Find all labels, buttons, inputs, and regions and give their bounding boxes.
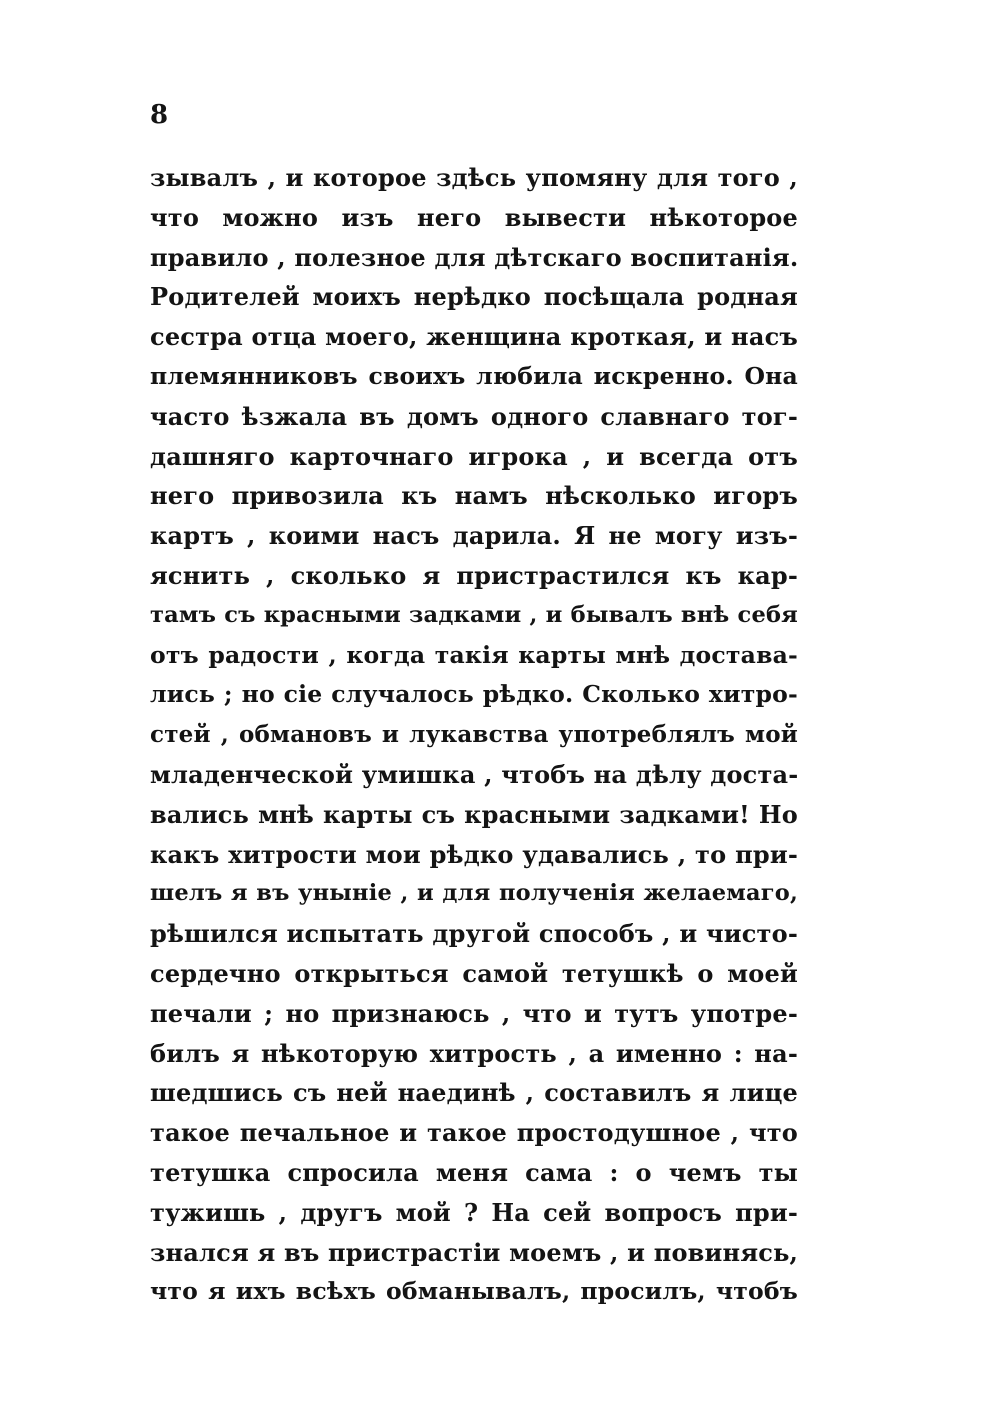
text-line: стей , обмановъ и лукавства употреблялъ мой (150, 721, 798, 749)
text-line: лись ; но сіе случалось рѣдко. Сколько хитро- (150, 680, 798, 709)
text-line: Родителей моихъ нерѣдко посѣщала родная (150, 282, 798, 312)
text-line: младенческой умишка , чтобъ на дѣлу доста- (150, 759, 798, 789)
text-line: знался я въ пристрастіи моемъ , и повинясь, (150, 1237, 798, 1267)
text-line: рѣшился испытать другой способъ , и чисто- (150, 919, 798, 949)
text-line: шелъ я въ уныніе , и для полученія желаемаго, (150, 880, 798, 907)
text-line: сердечно открыться самой тетушкѣ о моей (150, 958, 798, 988)
body-text (150, 158, 798, 1312)
text-line: отъ радости , когда такія карты мнѣ достава- (150, 640, 798, 669)
text-line: какъ хитрости мои рѣдко удавались , то при- (150, 839, 798, 869)
text-line: шедшись съ ней наединѣ , составилъ я лице (150, 1078, 798, 1108)
text-line: племянниковъ своихъ любила искренно. Она (150, 361, 798, 390)
text-line: картъ , коими насъ дарила. Я не могу изъ- (150, 521, 798, 551)
text-line: часто ѣзжала въ домъ одного славнаго тог- (150, 401, 798, 431)
text-line: тамъ съ красными задками , и бывалъ внѣ себя (150, 601, 798, 628)
text-line: дашняго карточнаго игрока , и всегда отъ (150, 441, 798, 471)
text-line: сестра отца моего, женщина кроткая, и насъ (150, 322, 798, 352)
text-line: вались мнѣ карты съ красными задками! Но (150, 799, 798, 829)
text-line: яснить , сколько я пристрастился къ кар- (150, 560, 798, 590)
text-line: билъ я нѣкоторую хитрость , а именно : на- (150, 1038, 798, 1068)
text-line: такое печальное и такое простодушное , что (150, 1118, 798, 1148)
page-number: 8 (150, 100, 169, 130)
text-line: что я ихъ всѣхъ обманывалъ, просилъ, чтобъ (150, 1277, 798, 1306)
text-line: правило , полезное для дѣтскаго воспитанія. (150, 242, 798, 272)
text-line: печали ; но признаюсь , что и тутъ употре- (150, 998, 798, 1028)
text-line: него привозила къ намъ нѣсколько игоръ (150, 481, 798, 511)
text-line: тужишь , другъ мой ? На сей вопросъ при- (150, 1197, 798, 1227)
text-line: что можно изъ него вывести нѣкоторое (150, 202, 798, 232)
text-line: зывалъ , и которое здѣсь упомяну для того , (150, 163, 798, 192)
text-line: тетушка спросила меня сама : о чемъ ты (150, 1157, 798, 1187)
